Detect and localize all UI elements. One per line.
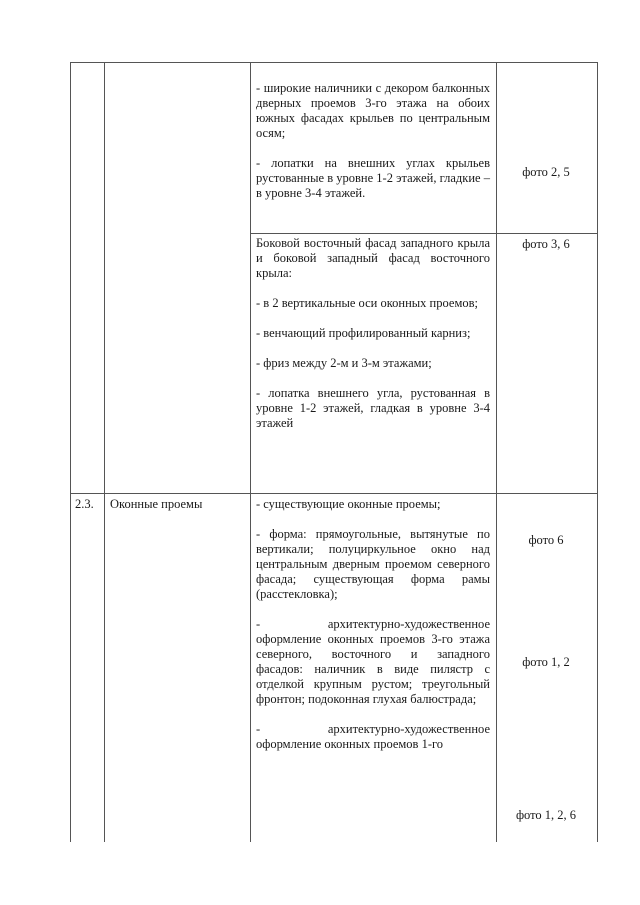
table-border-left xyxy=(70,62,71,842)
windows-item: - архитектурно-художественное оформление оконных проемов 3-го этажа северного, восточного и западного фасадов: наличник в виде пилястр с отделкой крупным рустом; треугольный фронтон; подоконная глухая балюстрада; xyxy=(256,617,490,706)
windows-item: - форма: прямоугольные, вытянутые по вертикали; полуциркульное окно над центральным дверным проемом северного фасада; существующая форма рамы (расстекловка); xyxy=(256,527,490,601)
side-facade-item: - лопатка внешнего угла, рустованная в уровне 1-2 этажей, гладкая в уровне 3-4 этажей xyxy=(256,386,490,430)
side-facade-item: - фриз между 2-м и 3-м этажами; xyxy=(256,356,432,370)
row-name: Оконные проемы xyxy=(110,497,203,511)
side-facade-item: - в 2 вертикальные оси оконных проемов; xyxy=(256,296,478,310)
table-border-right xyxy=(597,62,598,842)
windows-intro: - существующие оконные проемы; xyxy=(256,497,441,511)
photo-reference: фото 3, 6 xyxy=(522,237,570,251)
facade-detail-item: - широкие наличники с декором балконных дверных проемов 3-го этажа на обоих южных фасадах крыльев по центральным осям; xyxy=(256,81,490,140)
photo-reference: фото 1, 2, 6 xyxy=(515,808,577,822)
column-divider-1 xyxy=(104,62,105,842)
photo-reference: фото 2, 5 xyxy=(522,165,570,179)
windows-details-cell xyxy=(256,497,490,752)
photo-reference: фото 1, 2 xyxy=(522,655,570,669)
side-facade-item: - венчающий профилированный карниз; xyxy=(256,326,471,340)
facade-details-cell xyxy=(256,81,490,201)
facade-detail-item: - лопатки на внешних углах крыльев рустованные в уровне 1-2 этажей, гладкие – в уровне 3-4 этажей. xyxy=(256,156,490,200)
side-facade-heading: Боковой восточный фасад западного крыла и боковой западный фасад восточного крыла: xyxy=(256,236,490,280)
windows-item: - архитектурно-художественное оформление оконных проемов 1-го xyxy=(256,722,490,751)
row-divider-1 xyxy=(250,233,597,234)
side-facade-cell xyxy=(256,236,490,431)
row-number: 2.3. xyxy=(75,497,94,511)
table-border-top xyxy=(70,62,597,63)
column-divider-2 xyxy=(250,62,251,842)
row-divider-2 xyxy=(70,493,597,494)
photo-reference: фото 6 xyxy=(528,533,564,547)
